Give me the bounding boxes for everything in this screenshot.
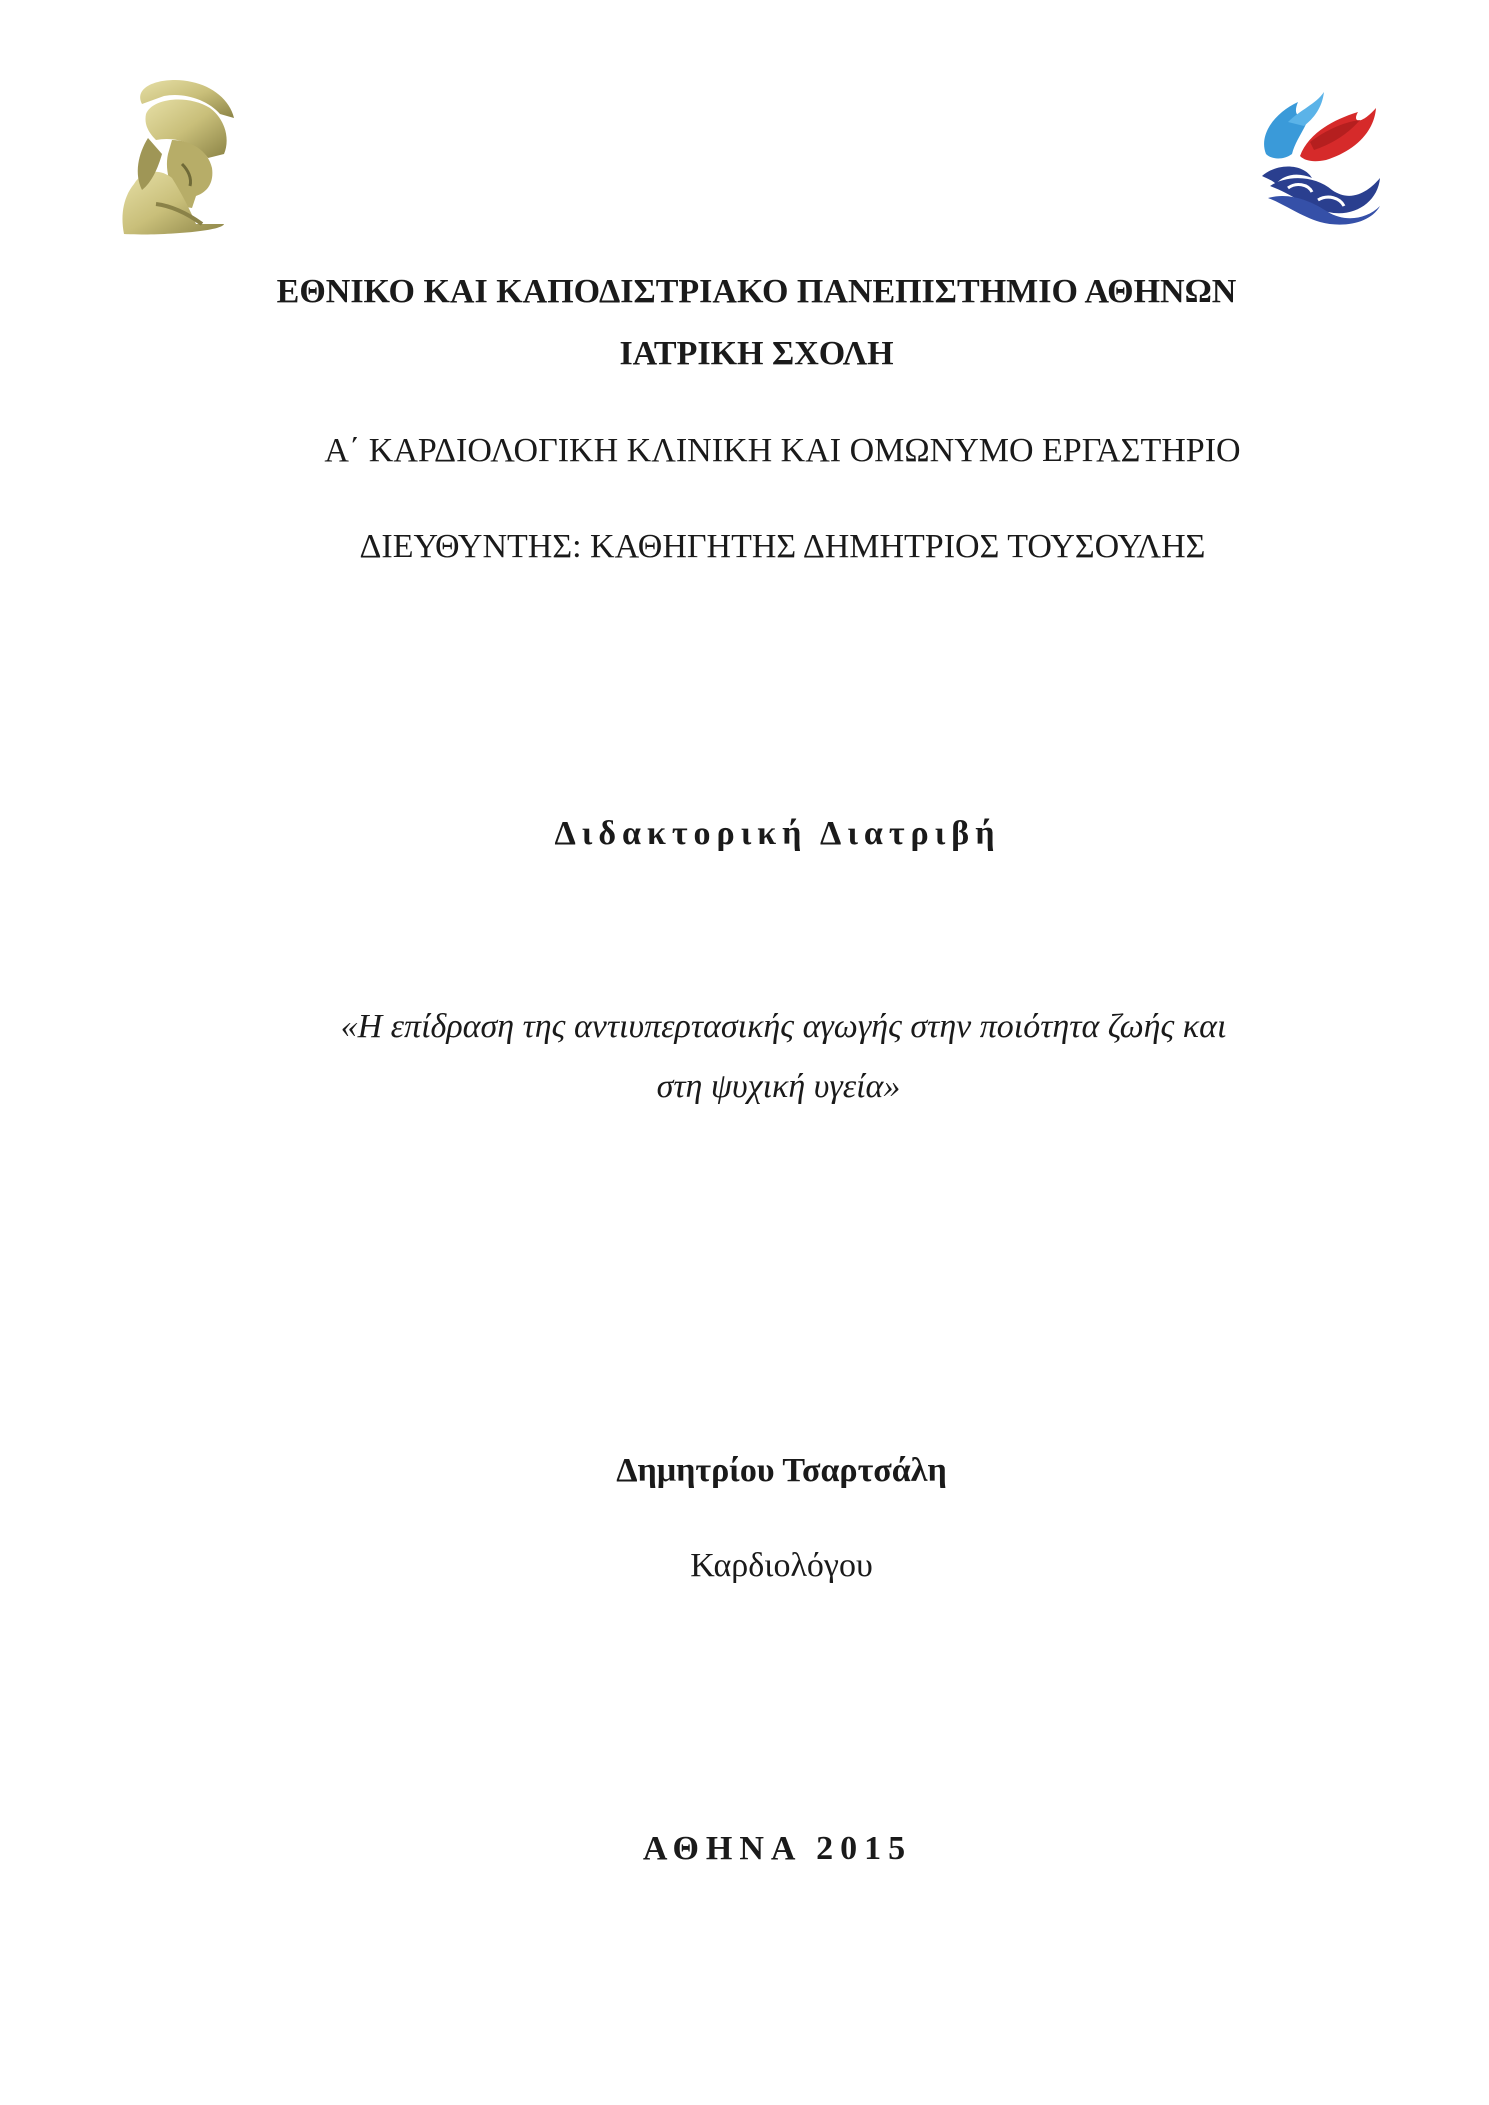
university-name: ΕΘΝΙΚΟ ΚΑΙ ΚΑΠΟΔΙΣΤΡΙΑΚΟ ΠΑΝΕΠΙΣΤΗΜΙΟ ΑΘΗΝΩΝ [276, 273, 1237, 310]
director-line: ΔΙΕΥΘΥΝΤΗΣ: ΚΑΘΗΓΗΤΗΣ ΔΗΜΗΤΡΙΟΣ ΤΟΥΣΟΥΛΗΣ [359, 528, 1206, 565]
clinic-name: Α΄ ΚΑΡΔΙΟΛΟΓΙΚΗ ΚΛΙΝΙΚΗ ΚΑΙ ΟΜΩΝΥΜΟ ΕΡΓΑΣΤΗΡΙΟ [324, 432, 1241, 469]
school-name: ΙΑΤΡΙΚΗ ΣΧΟΛΗ [619, 335, 894, 372]
athena-head-logo-icon [112, 74, 252, 239]
place-year: ΑΘΗΝΑ 2015 [642, 1830, 913, 1867]
thesis-title-line-2: στη ψυχική υγεία» [656, 1068, 901, 1105]
document-type: Διδακτορική Διατριβή [554, 815, 1001, 852]
flame-wave-logo-icon [1248, 82, 1388, 227]
thesis-title-line-1: «Η επίδραση της αντιυπερτασικής αγωγής στην ποιότητα ζωής και [340, 1008, 1227, 1045]
author-specialty: Καρδιολόγου [690, 1547, 873, 1584]
author-name: Δημητρίου Τσαρτσάλη [616, 1452, 947, 1489]
